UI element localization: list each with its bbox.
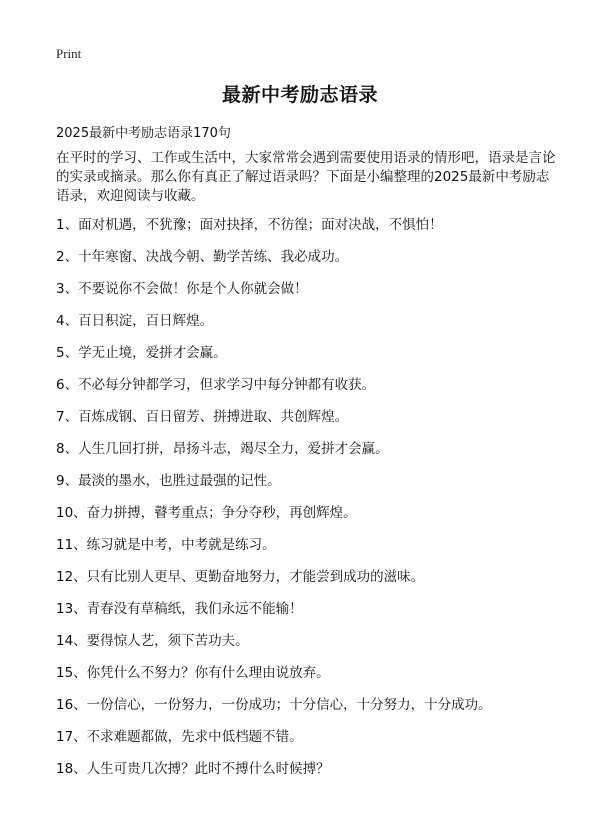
quote-item: 6、不必每分钟都学习，但求学习中每分钟都有收获。 (56, 377, 376, 393)
quote-list (56, 216, 566, 792)
quote-item: 9、最淡的墨水，也胜过最强的记性。 (56, 473, 281, 489)
quote-item: 17、不求难题都做，先求中低档题不错。 (56, 729, 303, 745)
quote-item: 5、学无止境，爱拼才会赢。 (56, 345, 227, 361)
document-title: 最新中考励志语录 (221, 84, 378, 106)
quote-item: 15、你凭什么不努力？你有什么理由说放弃。 (56, 665, 330, 681)
quote-item: 13、青春没有草稿纸，我们永远不能输！ (56, 601, 303, 617)
intro-paragraph: 在平时的学习、工作或生活中，大家常常会遇到需要使用语录的情形吧，语录是言论的实录或摘录。那么你有真正了解过语录吗？下面是小编整理的2025最新中考励志语录，欢迎阅读与收藏。 (56, 150, 556, 204)
quote-item: 7、百炼成钢、百日留芳、拼搏进取、共创辉煌。 (56, 409, 349, 425)
quote-item: 18、人生可贵几次搏？此时不搏什么时候搏？ (56, 761, 330, 777)
quote-item: 2、十年寒窗、决战今朝、勤学苦练、我必成功。 (56, 249, 349, 265)
quote-item: 8、人生几回打拼，昂扬斗志，竭尽全力，爱拼才会赢。 (56, 441, 389, 457)
quote-item: 11、练习就是中考，中考就是练习。 (56, 537, 276, 553)
print-link[interactable]: Print (56, 46, 82, 61)
quote-item: 12、只有比别人更早、更勤奋地努力，才能尝到成功的滋味。 (56, 569, 425, 585)
document-subtitle: 2025最新中考励志语录170句 (56, 126, 231, 141)
quote-item: 14、要得惊人艺，须下苦功夫。 (56, 633, 249, 649)
quote-item: 4、百日积淀，百日辉煌。 (56, 313, 214, 329)
quote-item: 10、奋力拼搏，瞽考重点；争分夺秒，再创辉煌。 (56, 505, 357, 521)
quote-item: 1、面对机遇，不犹豫；面对抉择，不彷徨；面对决战，不惧怕！ (56, 217, 443, 233)
quote-item: 16、一份信心，一份努力，一份成功；十分信心，十分努力，十分成功。 (56, 697, 492, 713)
quote-item: 3、不要说你不会做！你是个人你就会做！ (56, 281, 308, 297)
